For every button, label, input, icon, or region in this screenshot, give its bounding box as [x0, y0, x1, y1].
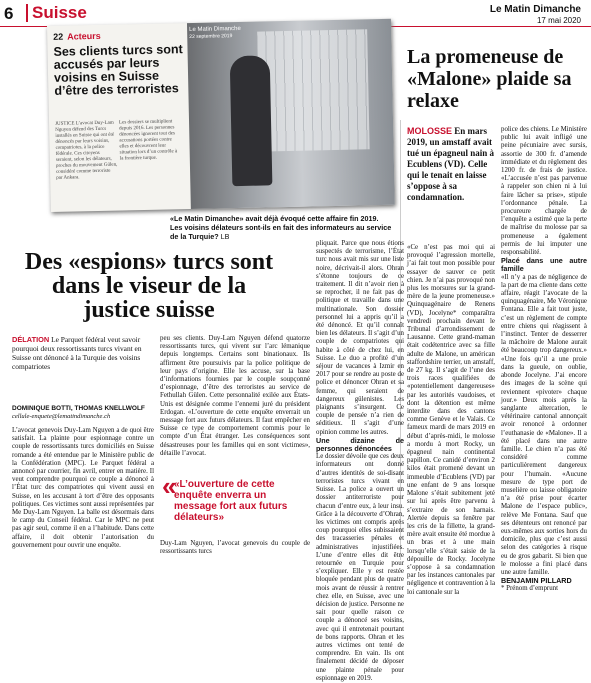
main-article-column-3: [316, 240, 404, 682]
clipping-section: Acteurs: [67, 30, 101, 42]
photo-caption: [170, 214, 392, 241]
main-lead-text: Le Parquet fédéral veut savoir pourquoi deux ressortissants turcs vivant en Suisse ont dénoncé à la Turquie des voisins compatriotes: [12, 335, 142, 371]
right-col2-paragraph: police des chiens. Le Ministère public lui avait infligé une peine pécuniaire avec sursis, assortie de 300 fr. d’amende immédiate et du règlement des 1200 fr. de frais de justice. «L’accusée n’est pas parvenue à rappeler son chien ni à lui faire lâcher sa prise», stipule l’ordonnance pénale. La procureure chargée de l’enquête a estimé que la perte de maîtrise du molosse par sa promeneuse a également permis de lui imputer une responsabilité.: [501, 126, 587, 257]
right-article-column-2: [501, 126, 587, 593]
clipping-masthead: Le Matin Dimanche: [189, 25, 241, 34]
newspaper-clipping: [47, 19, 395, 212]
main-article-lead: [12, 335, 154, 371]
right-article-lead: [407, 126, 495, 203]
pull-quote-text: «L’ouverture de cette enquête enverra un message fort aux futurs délateurs»: [174, 479, 288, 523]
main-col3-paragraph-b: Le dossier dévoile que ces deux informateurs ont donné d’autres identités de soi-disant terroristes turcs vivant en Suisse. La police a ouvert un dossier antiterroriste pour chacun d’entre eux, à leur insu. Grâce à la découverte d’Ohran, les victimes ont compris après coup pourquoi elles subissaient des tracasseries pénales et administratives injustifiées. L’une d’entre elles dit être retournée en Turquie pour s’expliquer. Elle y est restée bloquée pendant plus de quatre mois avant de réussir à rentrer chez elle, en Suisse, avec une décision de justice. Personne ne sait pour quelle raison ce couple a dénoncé ses voisins, avec qui il entretenait pourtant de bons rapports. Ohran et les autres victimes ont tenté de comprendre. En vain. Ils ont finalement décidé de déposer une plainte pénale pour espionnage en 2019.: [316, 453, 404, 682]
main-article-column-1: L’avocat genevois Duy-Lam Nguyen a de quoi être satisfait. La plainte pour espionnage contre un couple de ressortissants turcs domiciliés en Suisse romande a été entendue par le Ministère public de la Confédération (MPC). Le Parquet fédéral a annoncé par courrier, fin avril, entrer en matière. Il veut comprendre pourquoi ce couple a dénoncé à l’État turc des compatriotes qui vivent aussi en Suisse, en les accusant à tort d’être des opposants politiques. Ces victimes sont aussi représentées par Me Duy-Lam Nguyen. La balle est désormais dans le camp du Conseil fédéral. Car le MPC ne peut pas agir seul, comme il en a l’habitude. Dans cette affaire, il doit obtenir l’autorisation du gouvernement pour ouvrir une enquête.: [12, 427, 154, 549]
right-article-title: La promeneuse de «Malone» plaide sa relaxe: [407, 46, 572, 112]
right-article-footnote: * Prénom d’emprunt: [501, 585, 559, 593]
section-title: Suisse: [26, 4, 87, 22]
right-article-column-1: «Ce n’est pas moi qui ai provoqué l’agression mortelle, j’ai fait tout mon possible pour essayer de sauver ce petit chien. Je n’ai pas provoqué non plus les morsures sur la grand-mère de la jeune promeneuse.» Quinquagénaire de Renens (VD), Jocelyne* comparaîtra vendredi prochain devant le Tribunal d’arrondissement de Lausanne. Cette grand-maman était codétentrice avec sa fille adulte de Malone, un américan staffordshire terrier, un amstaff, de 27 kg. Il s’agit de l’une des trois races qualifiées de «potentiellement dangereuses» par les autorités vaudoises, et dont la détention est même interdite dans des cantons comme Genève et le Valais. Ce fameux mardi de mars 2019 en début d’après-midi, le molosse a mordu à mort Rocky, un épagneul nain continental papillon. Ce canidé d’environ 2 kilos était promené devant un immeuble d’Ecublens (VD) par une enfant de 9 ans lorsque Malone s’était subitement jeté sur lui après être parvenu à s’extraire de son harnais. Alertée depuis sa fenêtre par les cris de la fillette, la grand-mère avait ensuite été mordue à un bras et à une main lorsqu’elle s’était saisie de la dépouille de Rocky. Jocelyne s’oppose à sa condamnation par les instances cantonales par négligence et contravention à la loi cantonale sur la: [407, 244, 495, 596]
right-lead-text: En mars 2019, un amstaff avait tué un épagneul nain à Ecublens (VD). Celle qui le tenait en laisse s’oppose à sa condamnation.: [407, 126, 495, 202]
issue-date: 17 mai 2020: [536, 16, 581, 25]
pull-quote-attribution: Duy-Lam Nguyen, l’avocat genevois du couple de ressortissants turcs: [160, 540, 310, 556]
main-article-title: Des «espions» turcs sont dans le viseur de la justice suisse: [24, 249, 274, 323]
right-col2-paragraph-b: «Il n’y a pas de négligence de la part de ma cliente dans cette affaire, réagit l’avocate de la quinquagénaire, Me Véronique Fontana. Elle a fait tout juste, c’est un règlement de compte entre chiens qui réagissent à l’instinct. Tenter de desserrer la mâchoire de Malone aurait été beaucoup trop dangereux.» «Une fois qu’il a une proie dans la gueule, on oublie, abonde Jocelyne. J’ai encore des images de la scène qui reviennent «pivoter» chaque jour.» Deux mois après la sanglante altercation, le vétérinaire cantonal annonçait avoir renoncé à ordonner l’euthanasie de «Malone». Il a été placé dans une autre famille. Le chien n’a pas été considéré comme particulièrement dangereux pour l’humain. «Aucune mesure de type port de muselière ou laisse obligatoire n’a été prise pour écarter Malone de l’espace public», relève Me Fontana. Sauf que ses détenteurs ont renoncé par eux-mêmes aux sorties hors du domicile, plus que c’est aussi selon des catégories à risque eu de gros gabarit. Si bien que le molosse a fini placé dans une autre famille.: [501, 273, 587, 576]
main-article-byline: [12, 405, 154, 421]
clipping-headline: Ses clients turcs sont accusés par leurs voisins en Suisse d’être des terroristes: [53, 42, 183, 98]
author-names: DOMINIQUE BOTTI, THOMAS KNELLWOLF: [12, 405, 145, 412]
right-article-signature: BENJAMIN PILLARD: [501, 576, 572, 586]
clipping-body-1: JUSTICE L’avocat Duy-Lam Nguyen défend des Turcs installés en Suisse qui ont été dénoncés par leurs voisins, compatriotes, à la police fédérale. Ces citoyens seraient, selon les délateurs, proches du mouvement Gülen, considéré comme terroriste par Ankara.: [55, 120, 118, 181]
quote-mark-icon: «: [162, 471, 177, 501]
clipping-body-2: Les dossiers se multiplient depuis 2016. Les personnes dénoncées ignorent tout des accusations portées contre elles et découvrent leur situation lors d’un contrôle à la frontière turque.: [118, 119, 178, 162]
main-col3-paragraph: pliquait. Parce que nous étions suspectés de terrorisme, l’État turc nous avait mis sur une liste noire, décrivait-il alors. Ohran s’étonne toujours de ce traitement. Il dit n’avoir rien à se reprocher, il ne fait pas de politique et travaille dans une multinationale. Son dossier personnel lui a appris qu’il a été dénoncé. Et qu’il connaît bien les délateurs. Il s’agit d’un couple de compatriotes qui habite à côté de chez lui, en Suisse. Le duo a profité d’un séjour de vacances à Izmir en 2017 pour se rendre au poste de police et dénoncer Ohran et sa femme, qui seraient de dangereux gülenistes. Les plaignants s’insurgent. Ce couple de pensée n’a rien de séditieux. Il s’agit d’une opinion comme les autres.: [316, 240, 404, 436]
photo-person: [230, 55, 273, 186]
clipping-date: 22 septembre 2019: [189, 33, 233, 41]
main-col3-subheading: Une dizaine de personnes dénoncées: [316, 435, 404, 454]
page-number: 6: [4, 4, 14, 23]
clipping-photo: [187, 19, 395, 209]
newspaper-brand: Le Matin Dimanche: [489, 4, 581, 15]
caption-credit: LB: [220, 232, 230, 241]
clipping-page-number: 22: [53, 31, 64, 42]
author-email: cellule-enquete@lematindimanche.ch: [12, 413, 111, 420]
pull-quote: [160, 471, 310, 535]
main-lead-kicker: DÉLATION: [12, 335, 50, 344]
photo-window: [257, 29, 369, 151]
right-col2-subheading: Placé dans une autre famille: [501, 256, 587, 274]
right-lead-kicker: MOLOSSE: [407, 126, 453, 136]
main-article-column-2: peu ses clients. Duy-Lam Nguyen défend quatorze ressortissants turcs, qui vivent sur l’arc lémanique depuis longtemps. Certains sont binationaux. Ils affirment être poursuivis par la police politique de leur pays d’origine. Elle les accuse, sur la base d’informations fournies par le couple soupçonné d’espionnage, d’être des terroristes au service de Fethullah Gülen. Cette personnalité exilée aux États-Unis est désignée comme l’ennemi juré du président Erdogan. «L’ouverture de cette enquête enverrait un message fort aux futurs délateurs. Il faut empêcher en Suisse ce type de comportement commis pour le compte d’un État étranger. Les conséquences sont désastreuses pour les familles qui en sont victimes», détaille l’avocat.: [160, 335, 310, 457]
caption-text: «Le Matin Dimanche» avait déjà évoqué cette affaire fin 2019. Les voisins délateurs sont-ils en fait des informateurs au service de la Turquie?: [170, 214, 392, 241]
